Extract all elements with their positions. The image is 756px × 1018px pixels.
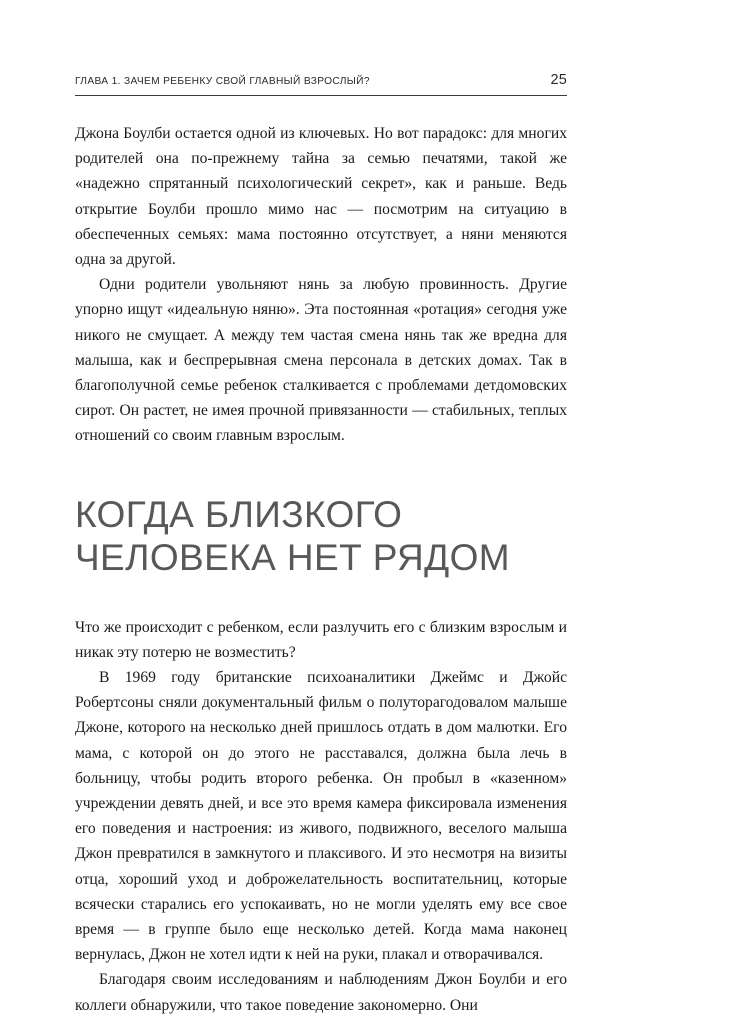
paragraph: Одни родители увольняют нянь за любую провинность. Другие упорно ищут «идеальную няню». Эта постоянная «ротация» сегодня уже никого не смущает. А между тем частая смена нянь так же вредна для малыша, как и беспрерывная смена персонала в детских домах. Так в благополучной семье ребенок сталкивается с проблемами детдомовских сирот. Он растет, не имея прочной привязанности — стабильных, теплых отношений со своим главным взрослым. (75, 276, 567, 445)
paragraph: В 1969 году британские психоаналитики Джеймс и Джойс Робертсоны сняли документальный фильм о полуторагодовалом малыше Джоне, которого на несколько дней пришлось отдать в дом малютки. Его мама, с которой он до этого не расставался, должна была лечь в больницу, чтобы родить второго ребенка. Он пробыл в «казенном» учреждении девять дней, и все это время камера фиксировала изменения его поведения и настроения: из живого, подвижного, веселого малыша Джон превратился в замкнутого и плаксивого. И это несмотря на визиты отца, хороший уход и доброжелательность воспитательниц, которые всячески старались его успокаивать, но не могли уделять ему все свое время — в группе было еще несколько детей. Когда мама наконец вернулась, Джон не хотел идти к ней на руки, плакал и отворачивался. (75, 669, 567, 964)
body-text-after-heading (75, 615, 567, 1018)
paragraph: Джона Боулби остается одной из ключевых. Но вот парадокс: для многих родителей она по-прежнему тайна за семью печатями, такой же «надежно спрятанный психологический секрет», как и раньше. Ведь открытие Боулби прошло мимо нас — посмотрим на ситуацию в обеспеченных семьях: мама постоянно отсутствует, а няни меняются одна за другой. (75, 125, 567, 269)
body-text-before-heading (75, 121, 567, 449)
header-divider-rule (75, 95, 567, 96)
section-heading-line-2: НЕТ РЯДОМ (286, 536, 511, 578)
running-head (75, 0, 567, 88)
running-head-chapter-title: ГЛАВА 1. ЗАЧЕМ РЕБЕНКУ СВОЙ ГЛАВНЫЙ ВЗРОСЛЫЙ? (75, 76, 370, 87)
paragraph: Благодаря своим исследованиям и наблюдениям Джон Боулби и его коллеги обнаружили, что такое поведение закономерно. Они (75, 971, 567, 1014)
paragraph: Что же происходит с ребенком, если разлучить его с близким взрослым и никак эту потерю не возместить? (75, 618, 567, 661)
section-heading-line-1: КОГДА БЛИЗКОГО ЧЕЛОВЕКА (75, 493, 403, 578)
page-content-column (75, 0, 567, 1018)
section-heading (75, 493, 545, 579)
page-number: 25 (550, 72, 567, 88)
